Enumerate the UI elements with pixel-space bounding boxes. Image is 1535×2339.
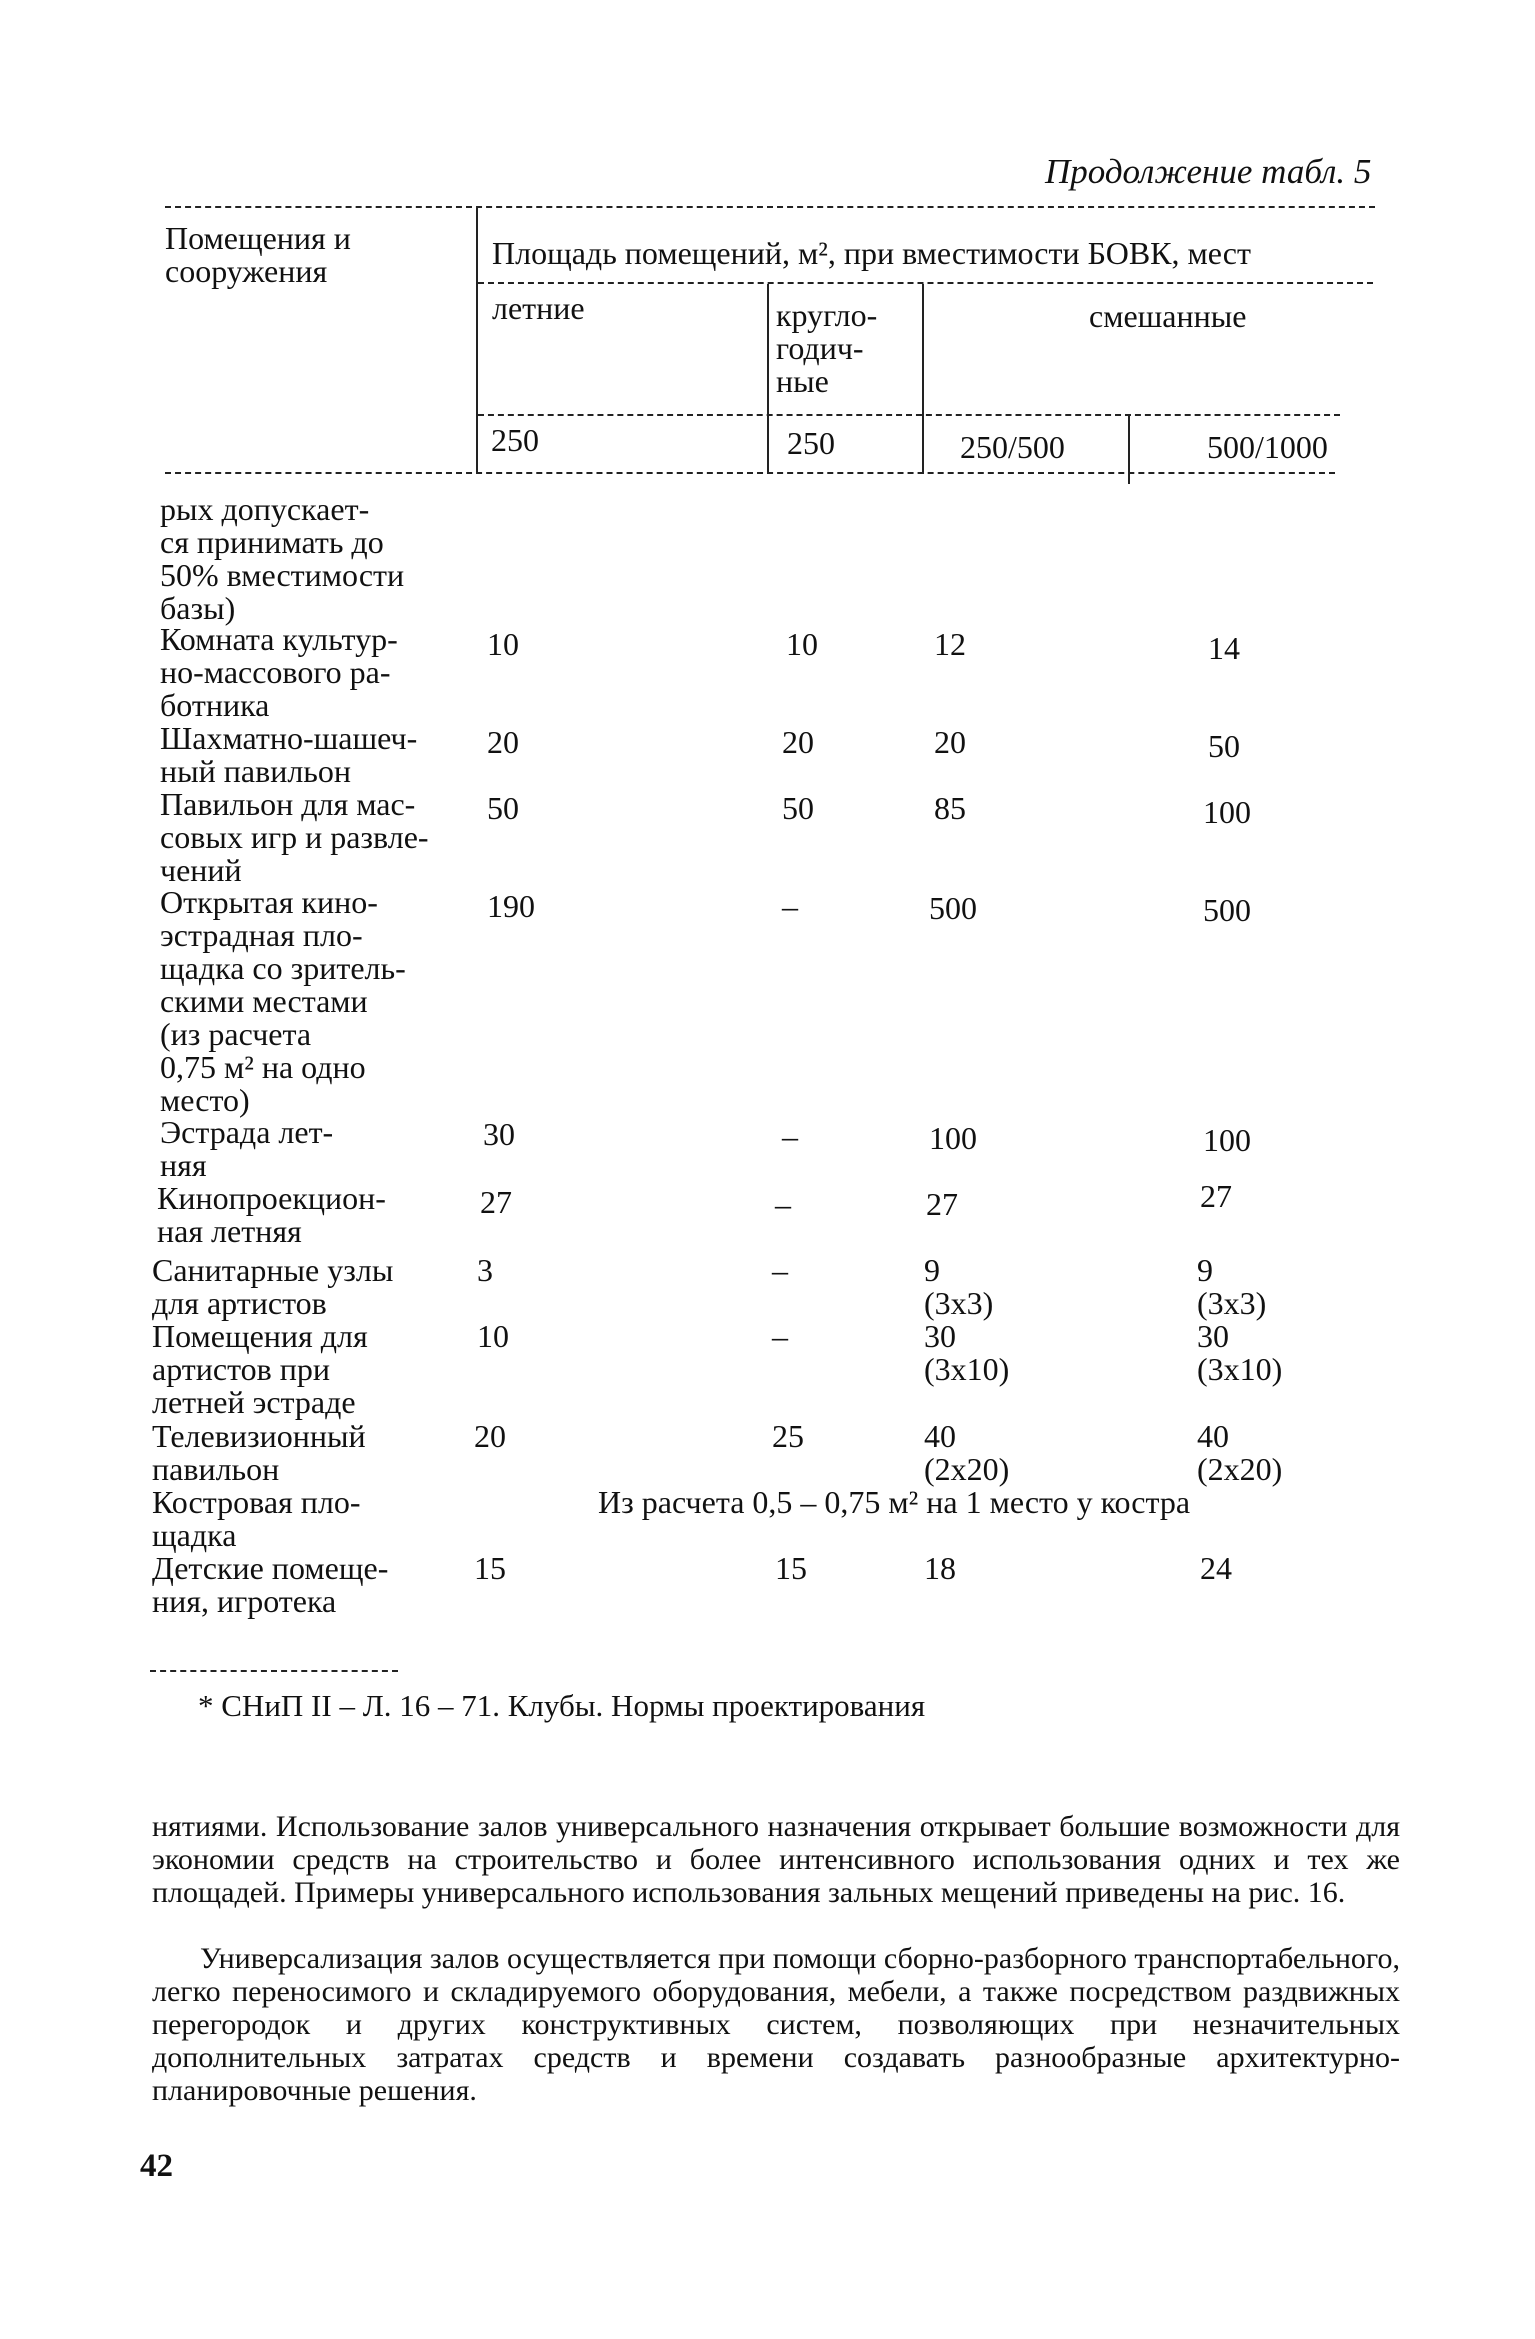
cell-summer: 50 <box>487 790 519 826</box>
cell-allyear: 10 <box>786 626 818 662</box>
cell-mixed-2: 14 <box>1208 630 1240 666</box>
cell-summer: 10 <box>487 626 519 662</box>
cell-allyear: 25 <box>772 1418 804 1454</box>
header-capacity-mixed-1: 250/500 <box>960 429 1065 465</box>
table-row-name: Костровая пло- щадка <box>152 1484 361 1553</box>
paragraph: нятиями. Использование залов универсального назначения открывает большие возможности для экономии средств на строительство и более интенсивного использования одних и тех же площадей. Примеры универсального использования зальных мещений приведены на рис. 16. <box>152 1810 1400 1909</box>
table-top-rule <box>165 206 1375 208</box>
cell-allyear: 50 <box>782 790 814 826</box>
table-row-name: Открытая кино- эстрадная пло- щадка со зритель- скими местами (из расчета 0,75 м² на одно место) <box>160 884 406 1118</box>
table-row-name: Эстрада лет- няя <box>160 1114 334 1183</box>
cell-summer: 20 <box>487 724 519 760</box>
cell-allyear: 15 <box>775 1550 807 1586</box>
cell-allyear: – <box>772 1252 788 1288</box>
table-row-name: Помещения для артистов при летней эстраде <box>152 1318 368 1420</box>
cell-mixed-2: 27 <box>1200 1178 1232 1214</box>
cell-mixed-1: 100 <box>929 1120 977 1156</box>
cell-mixed-1: 18 <box>924 1550 956 1586</box>
cell-summer: 190 <box>487 888 535 924</box>
header-allyear: кругло- годич- ные <box>776 297 878 399</box>
cell-mixed-1: 20 <box>934 724 966 760</box>
header-area: Площадь помещений, м², при вместимости БОВК, мест <box>492 235 1251 271</box>
cell-mixed-2: 100 <box>1203 1122 1251 1158</box>
header-divider-rooms <box>476 208 478 474</box>
cell-mixed-2: 30 (3x10) <box>1197 1318 1283 1387</box>
cell-summer: 10 <box>477 1318 509 1354</box>
table-row-name: Комната культур- но-массового ра- ботника <box>160 621 398 723</box>
cell-mixed-2: 100 <box>1203 794 1251 830</box>
cell-allyear: – <box>772 1318 788 1354</box>
header-capacity-mixed-2: 500/1000 <box>1207 429 1328 465</box>
header-capacity-allyear: 250 <box>787 425 835 461</box>
table-caption: Продолжение табл. 5 <box>1045 152 1372 191</box>
paragraph: Универсализация залов осуществляется при помощи сборно-разборного транспортабельного, легко переносимого и складируемого оборудования, мебели, а также посредством раздвижных перегородок и других конструктивных систем, позволяющих при незначительных дополнительных затратах средств и времени создавать разнообразные архитектурно-планировочные решения. <box>152 1942 1400 2107</box>
table-row-name: Шахматно-шашеч- ный павильон <box>160 720 418 789</box>
page-number: 42 <box>140 2148 173 2184</box>
cell-mixed-2: 24 <box>1200 1550 1232 1586</box>
table-row-name: Детские помеще- ния, игротека <box>152 1550 389 1619</box>
footnote: * СНиП II – Л. 16 – 71. Клубы. Нормы проектирования <box>198 1688 926 1723</box>
cell-allyear: – <box>782 888 798 924</box>
cell-summer: 20 <box>474 1418 506 1454</box>
footnote-rule <box>150 1670 398 1672</box>
cell-mixed-1: 85 <box>934 790 966 826</box>
table-row-name: Павильон для мас- совых игр и развле- чений <box>160 786 429 888</box>
header-bottom-rule <box>165 472 1335 474</box>
table-row-name: рых допускает- ся принимать до 50% вместимости базы) <box>160 491 405 626</box>
table-row-name: Телевизионный павильон <box>152 1418 366 1487</box>
cell-summer: 27 <box>480 1184 512 1220</box>
cell-mixed-1: 500 <box>929 890 977 926</box>
header-capacity-summer: 250 <box>491 422 539 458</box>
cell-allyear: – <box>775 1186 791 1222</box>
header-subrule <box>478 282 1373 284</box>
header-mixed: смешанные <box>1089 298 1247 334</box>
table-row-name: Санитарные узлы для артистов <box>152 1252 394 1321</box>
table-row-name: Кинопроекцион- ная летняя <box>157 1180 386 1249</box>
cell-mixed-1: 27 <box>926 1186 958 1222</box>
cell-mixed-1: 30 (3x10) <box>924 1318 1010 1387</box>
cell-summer: 15 <box>474 1550 506 1586</box>
cell-span-note: Из расчета 0,5 – 0,75 м² на 1 место у костра <box>598 1484 1191 1520</box>
cell-allyear: 20 <box>782 724 814 760</box>
header-divider-allyear-left <box>767 284 769 474</box>
cell-mixed-2: 50 <box>1208 728 1240 764</box>
header-rooms: Помещения и сооружения <box>165 220 351 289</box>
cell-summer: 3 <box>477 1252 493 1288</box>
header-divider-allyear-right <box>922 284 924 474</box>
cell-mixed-1: 12 <box>934 626 966 662</box>
cell-allyear: – <box>782 1118 798 1154</box>
cell-summer: 30 <box>483 1116 515 1152</box>
cell-mixed-2: 40 (2x20) <box>1197 1418 1283 1487</box>
header-capacity-rule <box>478 414 1340 416</box>
cell-mixed-1: 9 (3x3) <box>924 1252 994 1321</box>
header-summer: летние <box>492 290 585 326</box>
header-divider-mixed <box>1128 416 1130 484</box>
cell-mixed-2: 9 (3x3) <box>1197 1252 1267 1321</box>
cell-mixed-1: 40 (2x20) <box>924 1418 1010 1487</box>
cell-mixed-2: 500 <box>1203 892 1251 928</box>
